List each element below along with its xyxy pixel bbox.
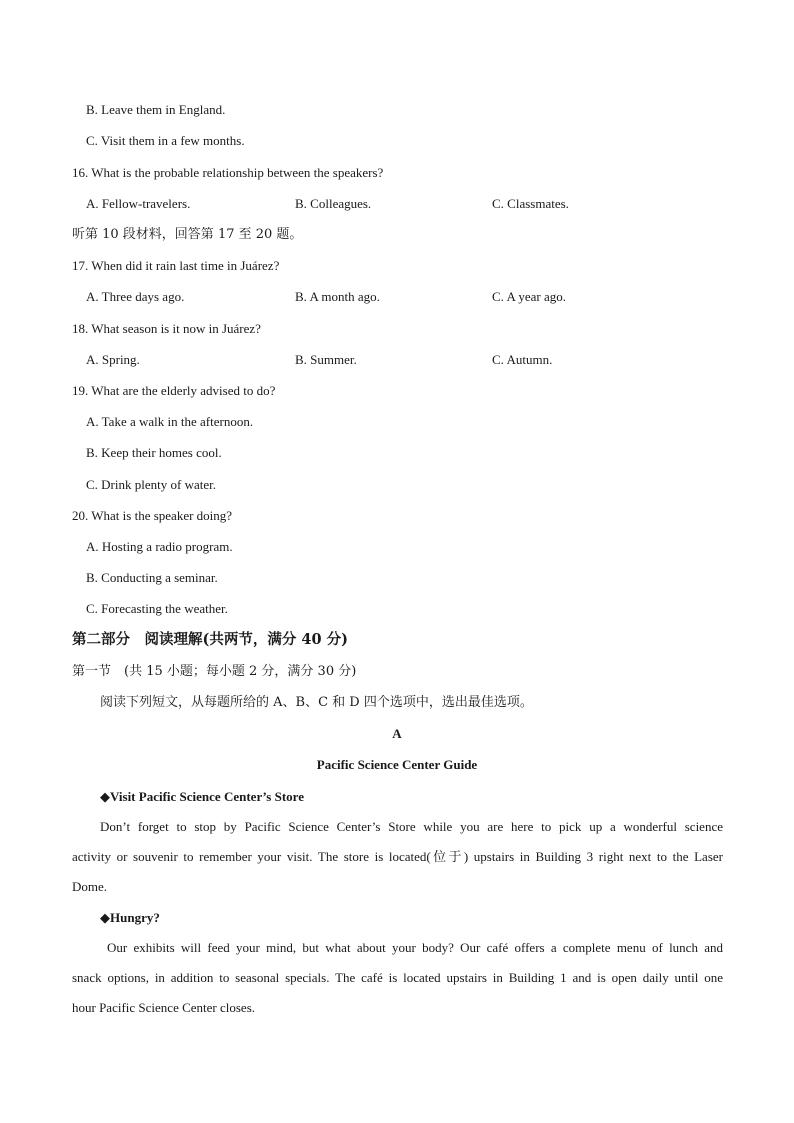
store-paragraph-line-1: Don’t forget to stop by Pacific Science Center’s Store while you are here to pick up a wonderful science (100, 819, 723, 834)
cafe-paragraph (72, 933, 723, 1023)
q20-option-c: C. Forecasting the weather. (86, 601, 228, 616)
passage-letter: A (392, 726, 402, 741)
cafe-paragraph-line-1: Our exhibits will feed your mind, but what about your body? Our café offers a complete menu of lunch and (107, 940, 723, 955)
q20-option-b: B. Conducting a seminar. (86, 570, 218, 585)
q17-question: 17. When did it rain last time in Juárez? (72, 258, 280, 273)
q16-options (0, 196, 700, 212)
q17-option-c: C. A year ago. (492, 289, 567, 304)
q18-option-b: B. Summer. (295, 352, 357, 367)
part2-title: 第二部分 阅读理解(共两节，满分 40 分) (72, 631, 348, 648)
store-paragraph-line-2: activity or souvenir to remember your visit. The store is located(位于) upstairs in Building 3 right next to the Laser (72, 849, 723, 864)
q17-option-b: B. A month ago. (295, 289, 380, 304)
q15-option-b: B. Leave them in England. (86, 102, 226, 117)
q16-question: 16. What is the probable relationship between the speakers? (72, 165, 384, 180)
q16-option-a: A. Fellow-travelers. (86, 196, 191, 211)
q18-options (0, 352, 700, 368)
q19-option-b: B. Keep their homes cool. (86, 445, 222, 460)
passage-title: Pacific Science Center Guide (316, 757, 478, 772)
material10-instruction: 听第 10 段材料，回答第 17 至 20 题。 (72, 227, 303, 242)
part2-section1: 第一节 (共 15 小题；每小题 2 分，满分 30 分) (72, 664, 357, 679)
store-paragraph (72, 812, 723, 902)
cafe-paragraph-line-3: hour Pacific Science Center closes. (72, 1000, 256, 1015)
store-paragraph-line-3: Dome. (72, 879, 108, 894)
q18-option-c: C. Autumn. (492, 352, 553, 367)
cafe-paragraph-line-2: snack options, in addition to seasonal specials. The café is located upstairs in Building 1 and is open daily until one (72, 970, 723, 985)
q18-question: 18. What season is it now in Juárez? (72, 321, 261, 336)
hungry-heading: ◆Hungry? (100, 910, 160, 925)
q16-option-c: C. Classmates. (492, 196, 569, 211)
q20-question: 20. What is the speaker doing? (72, 508, 233, 523)
q15-option-c: C. Visit them in a few months. (86, 133, 245, 148)
store-heading: ◆Visit Pacific Science Center’s Store (100, 789, 304, 804)
q17-options (0, 289, 700, 305)
q19-question: 19. What are the elderly advised to do? (72, 383, 276, 398)
q18-option-a: A. Spring. (86, 352, 140, 367)
q20-option-a: A. Hosting a radio program. (86, 539, 233, 554)
q19-option-c: C. Drink plenty of water. (86, 477, 216, 492)
part2-instruction: 阅读下列短文，从每题所给的 A、B、C 和 D 四个选项中，选出最佳选项。 (100, 695, 533, 710)
q16-option-b: B. Colleagues. (295, 196, 372, 211)
q17-option-a: A. Three days ago. (86, 289, 185, 304)
q19-option-a: A. Take a walk in the afternoon. (86, 414, 254, 429)
